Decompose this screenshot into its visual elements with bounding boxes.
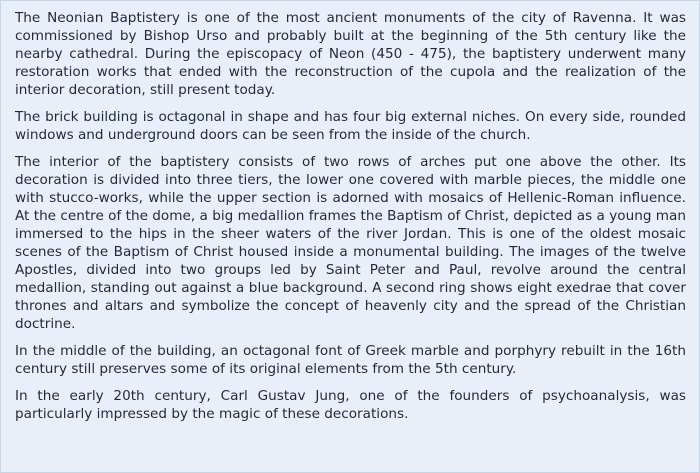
paragraph-interior: The interior of the baptistery consists of two rows of arches put one above the other. Its decoration is divided into three tiers, the lower one covered with marble pieces, the middle one with stucco-works, while the upper section is adorned with mosaics of Hellenic-Roman influence. At the centre of the dome, a big medallion frames the Baptism of Christ, depicted as a young man immersed to the hips in the sheer waters of the river Jordan. This is one of the oldest mosaic scenes of the Baptism of Christ housed inside a monumental building. The images of the twelve Apostles, divided into two groups led by Saint Peter and Paul, revolve around the central medallion, standing out against a blue background. A second ring shows eight exedrae that cover thrones and altars and symbolize the concept of heavenly city and the spread of the Christian doctrine. <box>15 154 686 332</box>
paragraph-history: The Neonian Baptistery is one of the most ancient monuments of the city of Ravenna. It was commissioned by Bishop Urso and probably built at the beginning of the 5th century like the nearby cathedral. During the episcopacy of Neon (450 - 475), the baptistery underwent many restoration works that ended with the reconstruction of the cupola and the realization of the interior decoration, still present today. <box>15 10 686 98</box>
paragraph-jung: In the early 20th century, Carl Gustav Jung, one of the founders of psychoanalysis, was particularly impressed by the magic of these decorations. <box>15 388 686 422</box>
paragraph-architecture: The brick building is octagonal in shape and has four big external niches. On every side, rounded windows and underground doors can be seen from the inside of the church. <box>15 109 686 143</box>
paragraph-font: In the middle of the building, an octagonal font of Greek marble and porphyry rebuilt in the 16th century still preserves some of its original elements from the 5th century. <box>15 343 686 377</box>
